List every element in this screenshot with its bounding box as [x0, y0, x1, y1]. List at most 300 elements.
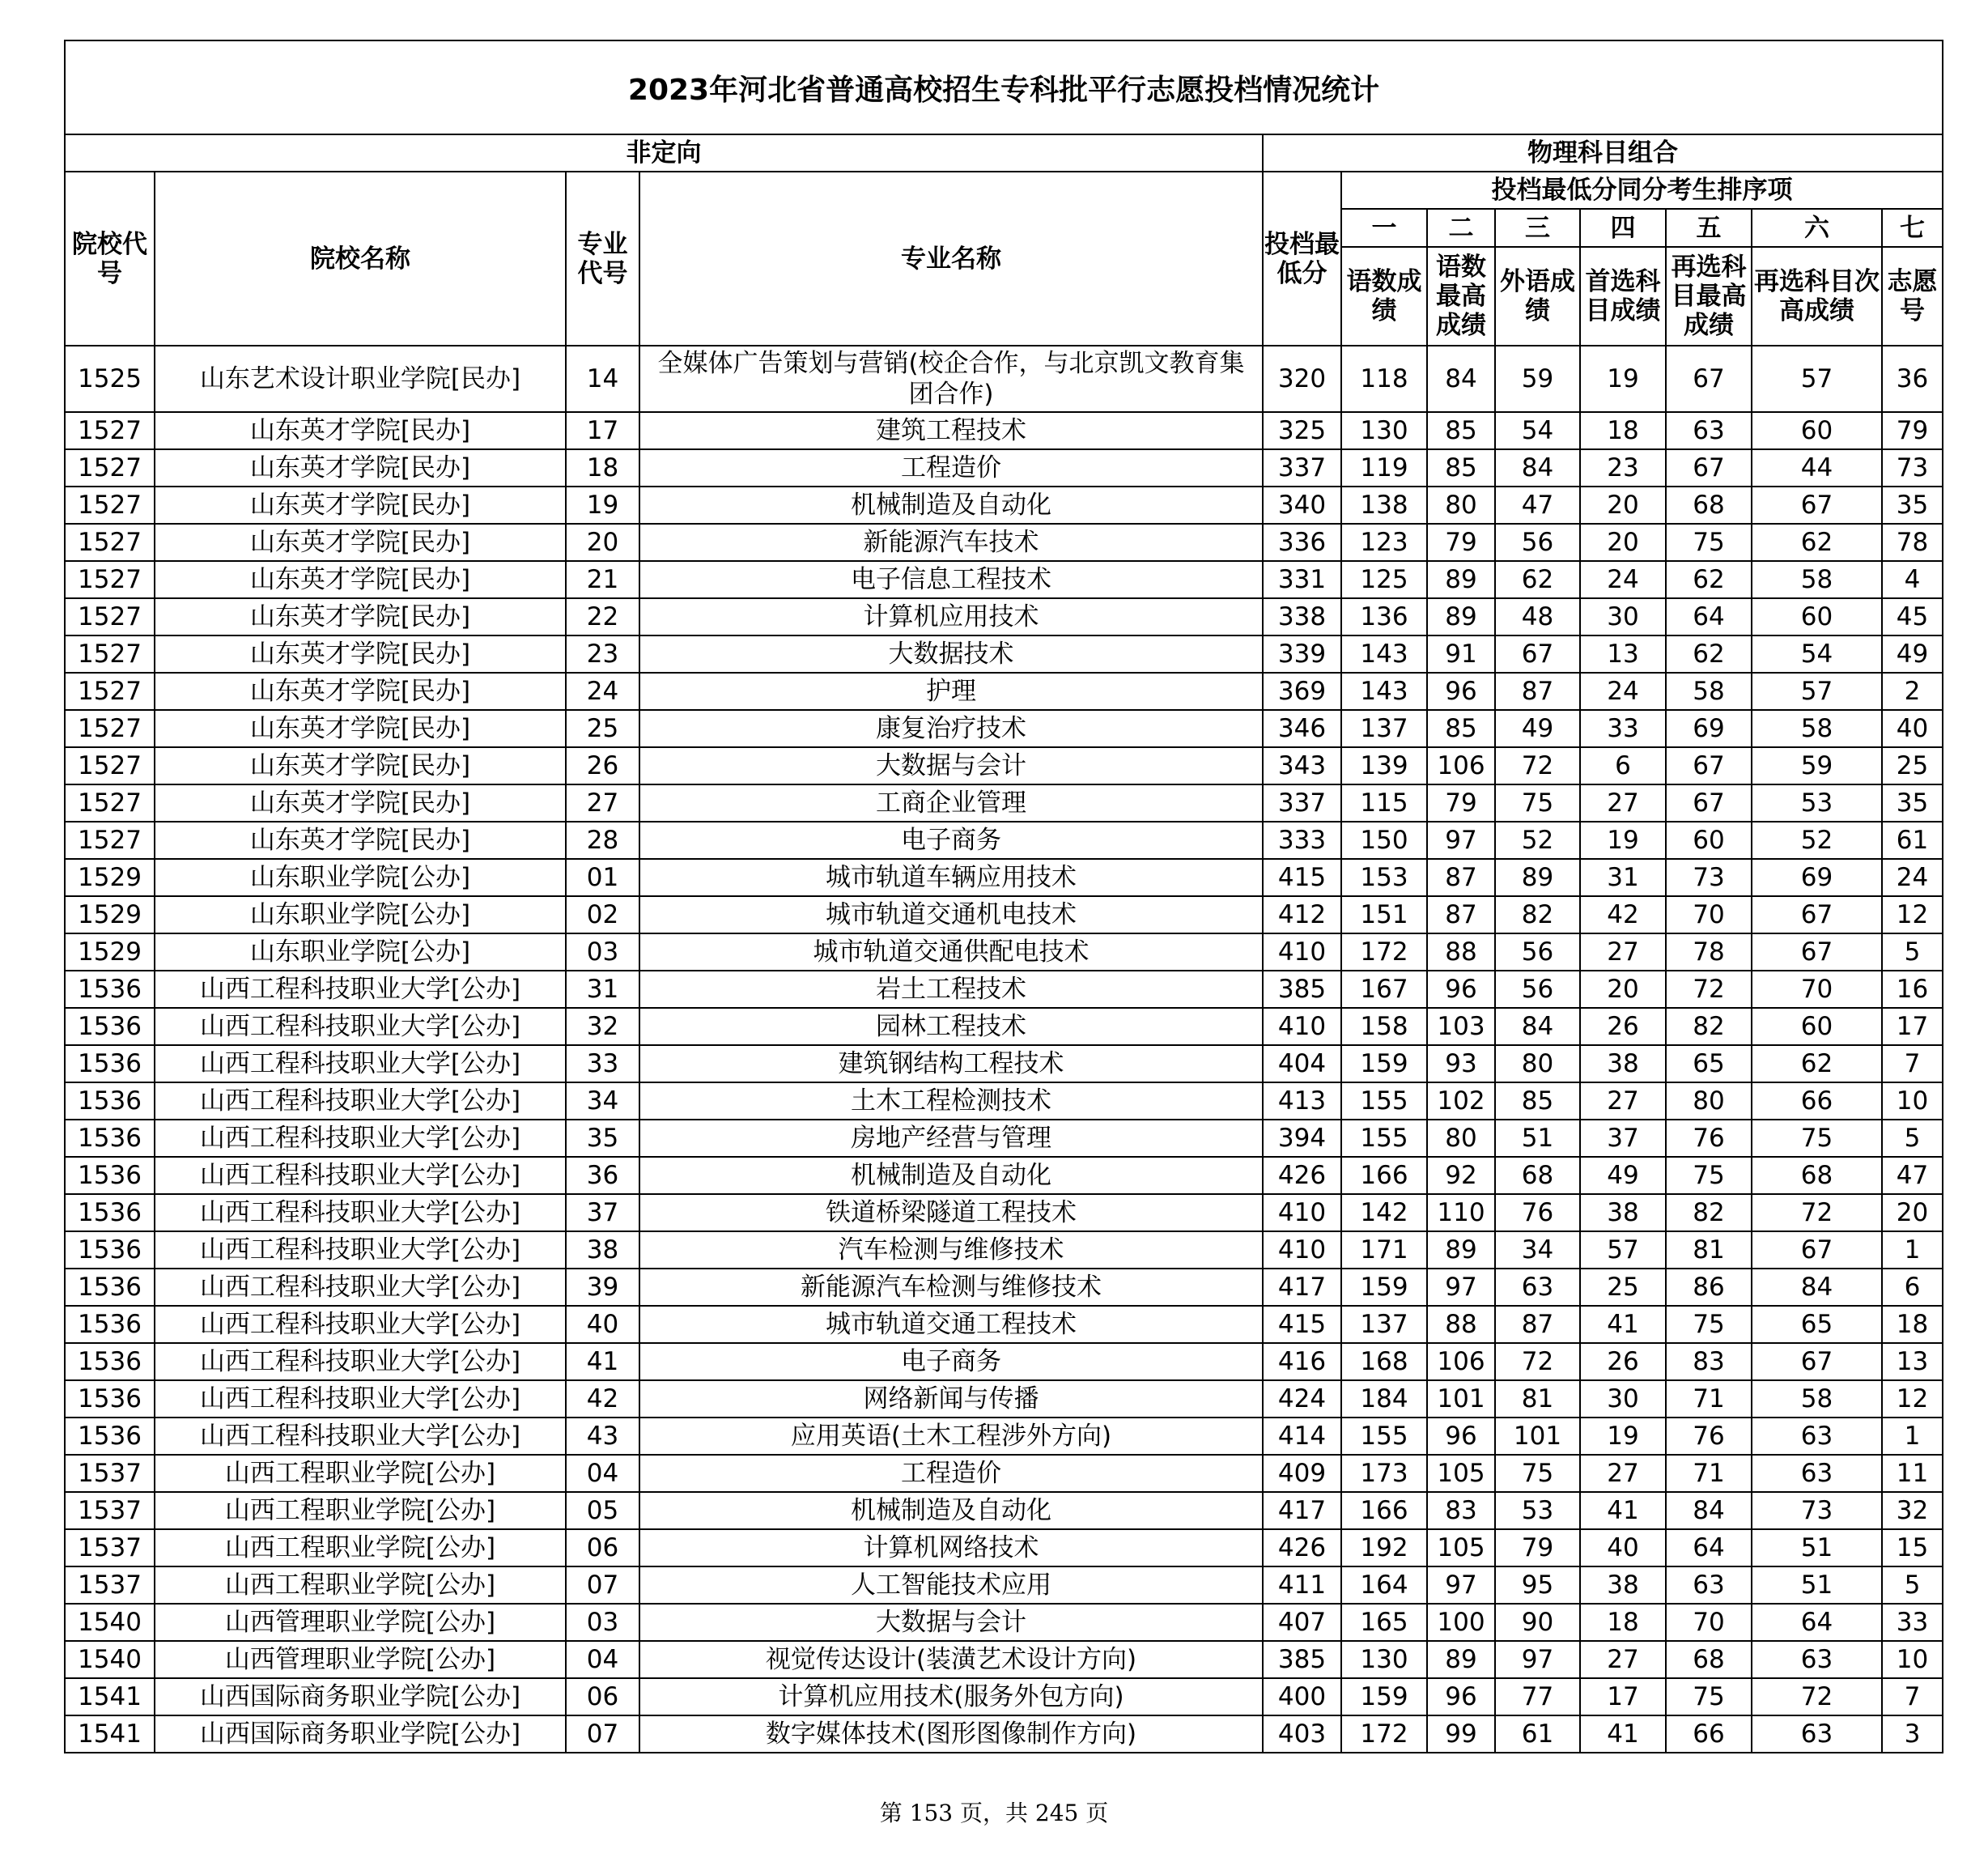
school-code-cell: 1527: [65, 822, 155, 859]
min-score-cell: 369: [1263, 673, 1341, 710]
min-score-cell: 403: [1263, 1715, 1341, 1753]
rank5-cell: 64: [1666, 1529, 1752, 1566]
rank3-cell: 53: [1495, 1492, 1580, 1529]
rank-header: 三: [1495, 209, 1580, 247]
rank3-cell: 87: [1495, 673, 1580, 710]
major-name-cell: 工程造价: [639, 1455, 1263, 1492]
rank5-cell: 81: [1666, 1231, 1752, 1269]
rank4-cell: 19: [1580, 346, 1666, 412]
rank6-cell: 67: [1752, 933, 1882, 971]
rank1-cell: 155: [1341, 1082, 1427, 1120]
rank6-cell: 58: [1752, 561, 1882, 598]
rank4-cell: 31: [1580, 859, 1666, 896]
rank5-cell: 84: [1666, 1492, 1752, 1529]
major-name-cell: 城市轨道交通工程技术: [639, 1306, 1263, 1343]
rank6-cell: 64: [1752, 1604, 1882, 1641]
table-row: [65, 971, 1943, 1008]
school-code-cell: 1541: [65, 1678, 155, 1715]
table-row: [65, 1678, 1943, 1715]
rank4-cell: 33: [1580, 710, 1666, 747]
rank1-cell: 130: [1341, 1641, 1427, 1678]
major-name-cell: 大数据与会计: [639, 747, 1263, 784]
school-code-cell: 1527: [65, 487, 155, 524]
rank7-cell: 10: [1882, 1082, 1943, 1120]
major-code-cell: 34: [566, 1082, 639, 1120]
major-code-cell: 18: [566, 449, 639, 487]
rank4-cell: 18: [1580, 1604, 1666, 1641]
rank4-cell: 38: [1580, 1194, 1666, 1231]
rank7-cell: 24: [1882, 859, 1943, 896]
school-code-cell: 1536: [65, 1231, 155, 1269]
rank7-cell: 40: [1882, 710, 1943, 747]
school-name-cell: 山西工程科技职业大学[公办]: [155, 1008, 566, 1045]
school-name-cell: 山西工程科技职业大学[公办]: [155, 1380, 566, 1418]
rank7-cell: 1: [1882, 1231, 1943, 1269]
table-row: [65, 747, 1943, 784]
major-code-cell: 27: [566, 784, 639, 822]
rank2-cell: 87: [1427, 859, 1495, 896]
table-row: [65, 1343, 1943, 1380]
rank4-cell: 26: [1580, 1343, 1666, 1380]
rank7-cell: 13: [1882, 1343, 1943, 1380]
major-code-cell: 23: [566, 635, 639, 673]
school-code-cell: 1536: [65, 1120, 155, 1157]
rank7-cell: 7: [1882, 1045, 1943, 1082]
major-code-cell: 28: [566, 822, 639, 859]
major-name-cell: 新能源汽车技术: [639, 524, 1263, 561]
min-score-cell: 346: [1263, 710, 1341, 747]
min-score-cell: 415: [1263, 859, 1341, 896]
rank6-cell: 51: [1752, 1566, 1882, 1604]
rank4-cell: 57: [1580, 1231, 1666, 1269]
rank2-cell: 84: [1427, 346, 1495, 412]
rank6-cell: 84: [1752, 1269, 1882, 1306]
rank6-cell: 63: [1752, 1455, 1882, 1492]
min-score-cell: 385: [1263, 971, 1341, 1008]
rank1-cell: 130: [1341, 412, 1427, 449]
rank1-cell: 123: [1341, 524, 1427, 561]
major-code-cell: 04: [566, 1641, 639, 1678]
rank5-cell: 67: [1666, 346, 1752, 412]
major-code-cell: 17: [566, 412, 639, 449]
school-code-cell: 1536: [65, 1418, 155, 1455]
table-row: [65, 412, 1943, 449]
major-code-cell: 02: [566, 896, 639, 933]
rank3-cell: 51: [1495, 1120, 1580, 1157]
rank3-cell: 67: [1495, 635, 1580, 673]
table-row: [65, 1082, 1943, 1120]
rank2-cell: 106: [1427, 747, 1495, 784]
rank2-cell: 105: [1427, 1529, 1495, 1566]
rank2-cell: 97: [1427, 822, 1495, 859]
school-code-header: 院校代号: [65, 172, 155, 346]
rank2-cell: 85: [1427, 710, 1495, 747]
table-row: [65, 598, 1943, 635]
rank4-cell: 25: [1580, 1269, 1666, 1306]
major-name-cell: 机械制造及自动化: [639, 487, 1263, 524]
rank7-cell: 5: [1882, 1566, 1943, 1604]
min-score-cell: 385: [1263, 1641, 1341, 1678]
rank7-cell: 3: [1882, 1715, 1943, 1753]
rank3-cell: 77: [1495, 1678, 1580, 1715]
rank1-cell: 119: [1341, 449, 1427, 487]
rank3-cell: 63: [1495, 1269, 1580, 1306]
rank-header: 六: [1752, 209, 1882, 247]
rank7-cell: 61: [1882, 822, 1943, 859]
rank3-cell: 90: [1495, 1604, 1580, 1641]
table-row: [65, 896, 1943, 933]
rank5-cell: 82: [1666, 1008, 1752, 1045]
school-code-cell: 1527: [65, 449, 155, 487]
major-name-cell: 城市轨道交通供配电技术: [639, 933, 1263, 971]
rank5-cell: 67: [1666, 784, 1752, 822]
rank4-cell: 41: [1580, 1492, 1666, 1529]
rank4-cell: 23: [1580, 449, 1666, 487]
min-score-cell: 424: [1263, 1380, 1341, 1418]
rank3-cell: 80: [1495, 1045, 1580, 1082]
rank-header: 七: [1882, 209, 1943, 247]
min-score-cell: 325: [1263, 412, 1341, 449]
table-row: [65, 524, 1943, 561]
school-code-cell: 1537: [65, 1492, 155, 1529]
rank5-cell: 68: [1666, 1641, 1752, 1678]
rank5-cell: 69: [1666, 710, 1752, 747]
rank3-cell: 49: [1495, 710, 1580, 747]
rank7-cell: 4: [1882, 561, 1943, 598]
table-row: [65, 1231, 1943, 1269]
major-name-cell: 机械制造及自动化: [639, 1492, 1263, 1529]
table-title: 2023年河北省普通高校招生专科批平行志愿投档情况统计: [65, 40, 1943, 134]
rank1-cell: 142: [1341, 1194, 1427, 1231]
school-code-cell: 1527: [65, 747, 155, 784]
rank6-cell: 62: [1752, 1045, 1882, 1082]
table-row: [65, 1380, 1943, 1418]
rank3-cell: 87: [1495, 1306, 1580, 1343]
rank2-cell: 101: [1427, 1380, 1495, 1418]
rank-item-header: 志愿号: [1882, 247, 1943, 346]
rank7-cell: 36: [1882, 346, 1943, 412]
table-row: [65, 1194, 1943, 1231]
rank5-cell: 71: [1666, 1455, 1752, 1492]
table-row: [65, 784, 1943, 822]
rank5-cell: 70: [1666, 1604, 1752, 1641]
rank5-cell: 73: [1666, 859, 1752, 896]
table-row: [65, 1269, 1943, 1306]
rank7-cell: 5: [1882, 1120, 1943, 1157]
major-name-cell: 电子商务: [639, 1343, 1263, 1380]
rank4-cell: 49: [1580, 1157, 1666, 1194]
major-name-cell: 大数据技术: [639, 635, 1263, 673]
school-name-cell: 山东英才学院[民办]: [155, 598, 566, 635]
major-code-cell: 24: [566, 673, 639, 710]
min-score-cell: 413: [1263, 1082, 1341, 1120]
school-code-cell: 1527: [65, 561, 155, 598]
rank5-cell: 72: [1666, 971, 1752, 1008]
rank1-cell: 143: [1341, 635, 1427, 673]
rank5-cell: 62: [1666, 561, 1752, 598]
rank5-cell: 60: [1666, 822, 1752, 859]
rank2-cell: 89: [1427, 1231, 1495, 1269]
min-score-cell: 426: [1263, 1529, 1341, 1566]
rank3-cell: 68: [1495, 1157, 1580, 1194]
rank4-cell: 24: [1580, 673, 1666, 710]
min-score-cell: 339: [1263, 635, 1341, 673]
rank2-cell: 92: [1427, 1157, 1495, 1194]
major-code-cell: 07: [566, 1715, 639, 1753]
rank2-cell: 96: [1427, 1418, 1495, 1455]
rank7-cell: 5: [1882, 933, 1943, 971]
school-code-cell: 1527: [65, 784, 155, 822]
rank7-cell: 79: [1882, 412, 1943, 449]
major-code-cell: 03: [566, 933, 639, 971]
page-footer: 第 153 页，共 245 页: [879, 1800, 1109, 1826]
min-score-cell: 343: [1263, 747, 1341, 784]
rank1-cell: 173: [1341, 1455, 1427, 1492]
rank-header: 一: [1341, 209, 1427, 247]
rank3-cell: 85: [1495, 1082, 1580, 1120]
major-code-cell: 43: [566, 1418, 639, 1455]
rank7-cell: 49: [1882, 635, 1943, 673]
major-name-cell: 城市轨道车辆应用技术: [639, 859, 1263, 896]
major-name-cell: 计算机应用技术: [639, 598, 1263, 635]
min-score-cell: 414: [1263, 1418, 1341, 1455]
major-code-header: 专业代号: [566, 172, 639, 346]
rank6-cell: 73: [1752, 1492, 1882, 1529]
major-name-cell: 新能源汽车检测与维修技术: [639, 1269, 1263, 1306]
rank6-cell: 54: [1752, 635, 1882, 673]
rank6-cell: 51: [1752, 1529, 1882, 1566]
rank7-cell: 35: [1882, 487, 1943, 524]
rank-item-header: 再选科目次高成绩: [1752, 247, 1882, 346]
rank3-cell: 82: [1495, 896, 1580, 933]
table-row: [65, 635, 1943, 673]
rank4-cell: 13: [1580, 635, 1666, 673]
rank2-cell: 79: [1427, 784, 1495, 822]
min-score-cell: 400: [1263, 1678, 1341, 1715]
min-score-cell: 333: [1263, 822, 1341, 859]
rank1-cell: 159: [1341, 1045, 1427, 1082]
min-score-cell: 417: [1263, 1269, 1341, 1306]
rank5-cell: 67: [1666, 747, 1752, 784]
school-code-cell: 1540: [65, 1641, 155, 1678]
rank6-cell: 75: [1752, 1120, 1882, 1157]
rank7-cell: 73: [1882, 449, 1943, 487]
rank1-cell: 172: [1341, 933, 1427, 971]
rank6-cell: 72: [1752, 1194, 1882, 1231]
rank7-cell: 1: [1882, 1418, 1943, 1455]
rank7-cell: 25: [1882, 747, 1943, 784]
rank4-cell: 18: [1580, 412, 1666, 449]
rank2-cell: 105: [1427, 1455, 1495, 1492]
rank2-cell: 89: [1427, 598, 1495, 635]
rank7-cell: 17: [1882, 1008, 1943, 1045]
major-code-cell: 19: [566, 487, 639, 524]
major-code-cell: 37: [566, 1194, 639, 1231]
school-code-cell: 1536: [65, 1269, 155, 1306]
major-name-cell: 房地产经营与管理: [639, 1120, 1263, 1157]
table-row: [65, 1715, 1943, 1753]
min-score-cell: 337: [1263, 449, 1341, 487]
rank6-cell: 60: [1752, 598, 1882, 635]
rank5-cell: 63: [1666, 412, 1752, 449]
table-row: [65, 1492, 1943, 1529]
school-name-cell: 山西工程科技职业大学[公办]: [155, 1343, 566, 1380]
rank-item-header: 外语成绩: [1495, 247, 1580, 346]
table-row: [65, 859, 1943, 896]
rank2-cell: 102: [1427, 1082, 1495, 1120]
rank2-cell: 79: [1427, 524, 1495, 561]
rank6-cell: 58: [1752, 1380, 1882, 1418]
school-name-cell: 山东艺术设计职业学院[民办]: [155, 346, 566, 412]
major-code-cell: 07: [566, 1566, 639, 1604]
school-name-cell: 山西工程职业学院[公办]: [155, 1566, 566, 1604]
rank1-cell: 115: [1341, 784, 1427, 822]
major-name-cell: 城市轨道交通机电技术: [639, 896, 1263, 933]
min-score-cell: 337: [1263, 784, 1341, 822]
school-code-cell: 1527: [65, 673, 155, 710]
rank4-cell: 41: [1580, 1715, 1666, 1753]
rank5-cell: 76: [1666, 1120, 1752, 1157]
rank1-cell: 168: [1341, 1343, 1427, 1380]
table-row: [65, 449, 1943, 487]
min-score-cell: 410: [1263, 1008, 1341, 1045]
rank7-cell: 45: [1882, 598, 1943, 635]
school-name-cell: 山西工程科技职业大学[公办]: [155, 1157, 566, 1194]
rank3-cell: 75: [1495, 1455, 1580, 1492]
major-name-cell: 人工智能技术应用: [639, 1566, 1263, 1604]
rank4-cell: 30: [1580, 1380, 1666, 1418]
table-row: [65, 1306, 1943, 1343]
school-name-cell: 山西工程科技职业大学[公办]: [155, 1306, 566, 1343]
rank3-cell: 62: [1495, 561, 1580, 598]
major-code-cell: 03: [566, 1604, 639, 1641]
rank5-cell: 75: [1666, 1306, 1752, 1343]
school-code-cell: 1540: [65, 1604, 155, 1641]
school-code-cell: 1536: [65, 1306, 155, 1343]
min-score-cell: 338: [1263, 598, 1341, 635]
major-code-cell: 36: [566, 1157, 639, 1194]
rank7-cell: 10: [1882, 1641, 1943, 1678]
major-name-cell: 视觉传达设计(装潢艺术设计方向): [639, 1641, 1263, 1678]
rank6-cell: 44: [1752, 449, 1882, 487]
rank6-cell: 68: [1752, 1157, 1882, 1194]
min-score-cell: 336: [1263, 524, 1341, 561]
rank4-cell: 19: [1580, 822, 1666, 859]
rank7-cell: 47: [1882, 1157, 1943, 1194]
major-name-cell: 岩土工程技术: [639, 971, 1263, 1008]
major-name-cell: 汽车检测与维修技术: [639, 1231, 1263, 1269]
major-code-cell: 31: [566, 971, 639, 1008]
table-row: [65, 1157, 1943, 1194]
school-code-cell: 1536: [65, 1343, 155, 1380]
rank-header: 五: [1666, 209, 1752, 247]
school-name-cell: 山西工程职业学院[公办]: [155, 1492, 566, 1529]
rank1-cell: 151: [1341, 896, 1427, 933]
rank4-cell: 19: [1580, 1418, 1666, 1455]
rank7-cell: 16: [1882, 971, 1943, 1008]
table-row: [65, 1045, 1943, 1082]
rank3-cell: 56: [1495, 971, 1580, 1008]
rank3-cell: 72: [1495, 1343, 1580, 1380]
rank6-cell: 63: [1752, 1715, 1882, 1753]
rank3-cell: 34: [1495, 1231, 1580, 1269]
major-code-cell: 14: [566, 346, 639, 412]
school-name-cell: 山东英才学院[民办]: [155, 524, 566, 561]
rank3-cell: 89: [1495, 859, 1580, 896]
school-name-cell: 山东英才学院[民办]: [155, 449, 566, 487]
min-score-cell: 340: [1263, 487, 1341, 524]
rank-header: 四: [1580, 209, 1666, 247]
major-code-cell: 33: [566, 1045, 639, 1082]
rank5-cell: 75: [1666, 1157, 1752, 1194]
min-score-cell: 411: [1263, 1566, 1341, 1604]
rank7-cell: 6: [1882, 1269, 1943, 1306]
major-code-cell: 32: [566, 1008, 639, 1045]
school-name-cell: 山西工程科技职业大学[公办]: [155, 1418, 566, 1455]
rank5-cell: 78: [1666, 933, 1752, 971]
rank7-cell: 12: [1882, 1380, 1943, 1418]
school-code-cell: 1536: [65, 1045, 155, 1082]
rank3-cell: 48: [1495, 598, 1580, 635]
major-name-cell: 工商企业管理: [639, 784, 1263, 822]
school-code-cell: 1527: [65, 635, 155, 673]
school-name-cell: 山西工程科技职业大学[公办]: [155, 1082, 566, 1120]
rank1-cell: 143: [1341, 673, 1427, 710]
major-code-cell: 05: [566, 1492, 639, 1529]
school-name-header: 院校名称: [155, 172, 566, 346]
rank6-cell: 59: [1752, 747, 1882, 784]
rank2-cell: 85: [1427, 449, 1495, 487]
major-code-cell: 22: [566, 598, 639, 635]
rank5-cell: 71: [1666, 1380, 1752, 1418]
rank1-cell: 118: [1341, 346, 1427, 412]
rank2-cell: 88: [1427, 933, 1495, 971]
rank5-cell: 83: [1666, 1343, 1752, 1380]
min-score-cell: 410: [1263, 933, 1341, 971]
rank6-cell: 53: [1752, 784, 1882, 822]
rank7-cell: 33: [1882, 1604, 1943, 1641]
school-name-cell: 山西国际商务职业学院[公办]: [155, 1715, 566, 1753]
rank2-cell: 80: [1427, 1120, 1495, 1157]
rank3-cell: 97: [1495, 1641, 1580, 1678]
rank4-cell: 30: [1580, 598, 1666, 635]
rank6-cell: 60: [1752, 412, 1882, 449]
rank3-cell: 47: [1495, 487, 1580, 524]
min-score-cell: 410: [1263, 1194, 1341, 1231]
rank5-cell: 65: [1666, 1045, 1752, 1082]
rank5-cell: 80: [1666, 1082, 1752, 1120]
min-score-cell: 409: [1263, 1455, 1341, 1492]
rank3-cell: 56: [1495, 933, 1580, 971]
rank-item-header: 语数最高成绩: [1427, 247, 1495, 346]
rank1-cell: 164: [1341, 1566, 1427, 1604]
table-row: [65, 1604, 1943, 1641]
rank2-cell: 89: [1427, 1641, 1495, 1678]
major-code-cell: 40: [566, 1306, 639, 1343]
min-score-cell: 410: [1263, 1231, 1341, 1269]
rank5-cell: 64: [1666, 598, 1752, 635]
rank2-cell: 93: [1427, 1045, 1495, 1082]
major-name-cell: 计算机网络技术: [639, 1529, 1263, 1566]
rank4-cell: 17: [1580, 1678, 1666, 1715]
school-name-cell: 山东职业学院[公办]: [155, 896, 566, 933]
rank1-cell: 153: [1341, 859, 1427, 896]
school-code-cell: 1536: [65, 1008, 155, 1045]
table-row: [65, 346, 1943, 412]
school-name-cell: 山西工程科技职业大学[公办]: [155, 1120, 566, 1157]
school-name-cell: 山东英才学院[民办]: [155, 635, 566, 673]
rank5-cell: 67: [1666, 449, 1752, 487]
